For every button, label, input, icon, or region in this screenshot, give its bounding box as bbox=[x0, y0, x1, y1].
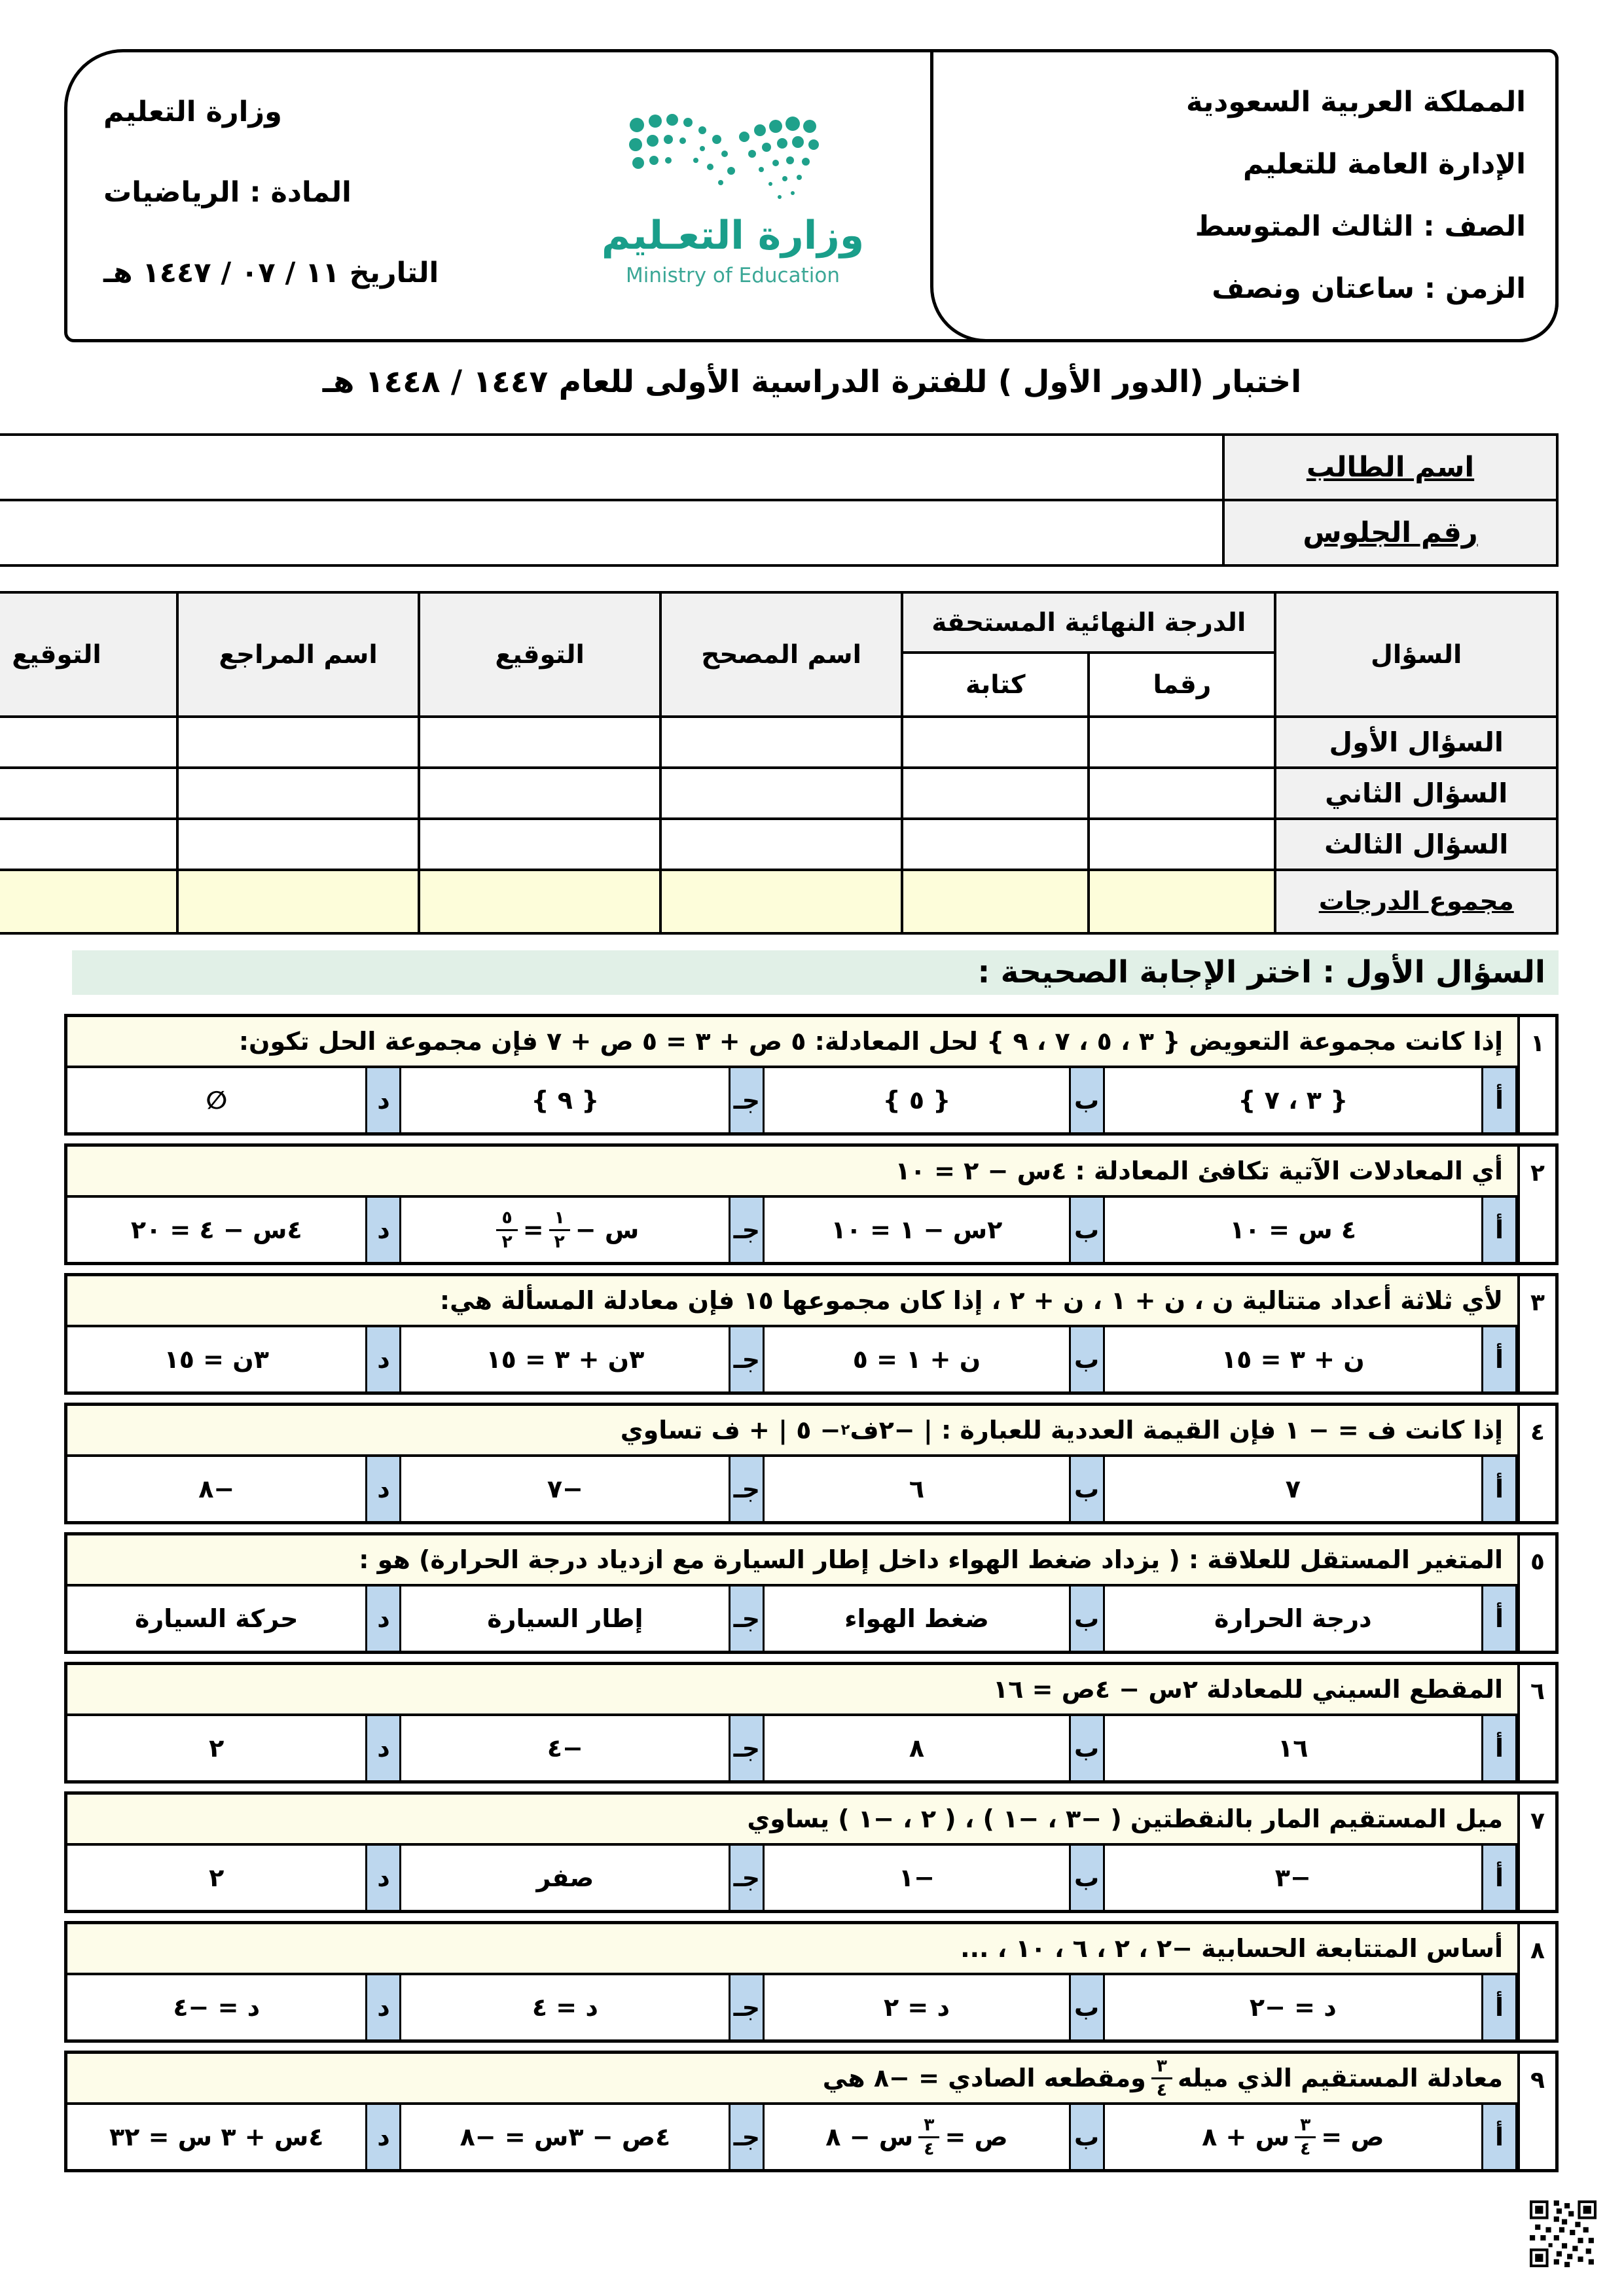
time-line: الزمن : ساعتان ونصف bbox=[1212, 272, 1526, 305]
question-main bbox=[67, 2054, 1517, 2169]
option-letter[interactable]: د bbox=[365, 1587, 401, 1651]
option-text[interactable]: { ٣ ، ٧ } bbox=[1238, 1086, 1348, 1115]
question-main bbox=[67, 1147, 1517, 1262]
option-letter[interactable]: جـ bbox=[729, 1198, 765, 1262]
grade-cell[interactable] bbox=[177, 768, 419, 819]
options-row bbox=[67, 1975, 1517, 2039]
option-letter[interactable]: جـ bbox=[729, 1327, 765, 1391]
option-text[interactable]: س − $\frac{١}{٢}$ = $\frac{٥}{٢}$ bbox=[401, 1198, 729, 1262]
grades-row-q1 bbox=[0, 717, 1557, 768]
grade-cell[interactable] bbox=[1089, 717, 1275, 768]
option-letter[interactable]: ب bbox=[1069, 1198, 1105, 1262]
moe-logo-wordmark: وزارة التعـليم bbox=[601, 213, 865, 259]
option-letter[interactable]: د bbox=[365, 1068, 401, 1132]
option-letter[interactable]: د bbox=[365, 1846, 401, 1910]
option-letter[interactable]: ب bbox=[1069, 1457, 1105, 1521]
option-text[interactable]: ١٦ bbox=[1278, 1734, 1308, 1763]
row-label-total: مجموع الدرجات bbox=[1275, 870, 1557, 933]
option-text[interactable]: ٣ن = ١٥ bbox=[164, 1345, 269, 1374]
option-text[interactable]: ٣ن + ٣ = ١٥ bbox=[486, 1345, 645, 1374]
question-number: ٣ bbox=[1517, 1276, 1555, 1391]
option-letter[interactable]: جـ bbox=[729, 1846, 765, 1910]
options-row bbox=[67, 1198, 1517, 1262]
option-text[interactable]: ٢ bbox=[209, 1734, 225, 1763]
option-text[interactable]: د = −٢ bbox=[1249, 1993, 1337, 2022]
option-text[interactable]: ٤ص − ٣س = −٨ bbox=[460, 2123, 671, 2151]
grade-cell[interactable] bbox=[419, 768, 660, 819]
row-label-question-1: السؤال الأول bbox=[1275, 717, 1557, 768]
option-text[interactable]: −١ bbox=[898, 1863, 935, 1892]
grades-row-total bbox=[0, 870, 1557, 933]
grade-cell[interactable] bbox=[660, 870, 902, 933]
moe-logo-dots bbox=[625, 111, 841, 209]
date-line: التاريخ ١١ / ٠٧ / ١٤٤٧ هـ bbox=[103, 256, 439, 289]
grade-cell[interactable] bbox=[660, 768, 902, 819]
option-text[interactable]: درجة الحرارة bbox=[1214, 1604, 1372, 1633]
grade-cell[interactable] bbox=[0, 768, 177, 819]
question-main bbox=[67, 1535, 1517, 1651]
question-block bbox=[64, 1662, 1559, 1784]
option-text[interactable]: { ٥ } bbox=[882, 1086, 951, 1115]
option-text[interactable]: ٢س − ١ = ١٠ bbox=[831, 1215, 1003, 1244]
fraction: $\frac{٣}{٤}$ bbox=[1295, 2116, 1316, 2159]
seat-number-row bbox=[0, 500, 1557, 565]
option-letter[interactable]: أ bbox=[1481, 1587, 1517, 1651]
option-letter[interactable]: أ bbox=[1481, 1975, 1517, 2039]
moe-logo-subtitle: Ministry of Education bbox=[626, 264, 840, 287]
grade-cell[interactable] bbox=[1089, 819, 1275, 870]
fraction: $\frac{٣}{٤}$ bbox=[918, 2116, 939, 2159]
option-text[interactable]: −٧ bbox=[547, 1475, 583, 1503]
kingdom-line: المملكة العربية السعودية bbox=[1186, 85, 1526, 118]
option-letter[interactable]: ب bbox=[1069, 1327, 1105, 1391]
options-row bbox=[67, 1716, 1517, 1780]
grade-cell[interactable] bbox=[902, 717, 1089, 768]
col-header-signature-2: التوقيع bbox=[0, 592, 177, 717]
grades-row-q3 bbox=[0, 819, 1557, 870]
questions-list bbox=[64, 1014, 1559, 2180]
option-letter[interactable]: جـ bbox=[729, 1587, 765, 1651]
col-header-numeric: رقما bbox=[1089, 653, 1275, 717]
options-row bbox=[67, 1068, 1517, 1132]
question-number: ٥ bbox=[1517, 1535, 1555, 1651]
option-letter[interactable]: د bbox=[365, 1716, 401, 1780]
option-letter[interactable]: أ bbox=[1481, 1327, 1517, 1391]
option-letter[interactable]: ب bbox=[1069, 1975, 1105, 2039]
option-letter[interactable]: د bbox=[365, 2105, 401, 2169]
option-text[interactable]: صفر bbox=[536, 1863, 594, 1892]
grade-cell[interactable] bbox=[177, 717, 419, 768]
option-text[interactable]: ن + ١ = ٥ bbox=[852, 1345, 981, 1374]
options-row bbox=[67, 1327, 1517, 1391]
option-text[interactable]: −٤ bbox=[547, 1734, 583, 1763]
option-text[interactable]: ٢ bbox=[209, 1863, 225, 1892]
option-letter[interactable]: ب bbox=[1069, 2105, 1105, 2169]
row-label-question-3: السؤال الثالث bbox=[1275, 819, 1557, 870]
option-letter[interactable]: ب bbox=[1069, 1068, 1105, 1132]
col-header-written: كتابة bbox=[902, 653, 1089, 717]
option-letter[interactable]: أ bbox=[1481, 1068, 1517, 1132]
grade-cell[interactable] bbox=[0, 870, 177, 933]
option-text[interactable]: ٨ bbox=[909, 1734, 925, 1763]
option-letter[interactable]: ب bbox=[1069, 1846, 1105, 1910]
option-letter[interactable]: جـ bbox=[729, 1716, 765, 1780]
question-text: إذا كانت ف = − ١ فإن القيمة العددية للعبارة : | −٢ف ٢ − ٥ | + ف تساوي bbox=[67, 1406, 1517, 1457]
question-block bbox=[64, 2051, 1559, 2172]
options-row bbox=[67, 1587, 1517, 1651]
header-box bbox=[64, 49, 1559, 342]
option-text[interactable]: ∅ bbox=[206, 1086, 227, 1115]
seat-number-label: رقم الجلوس bbox=[1223, 500, 1557, 565]
question-main bbox=[67, 1795, 1517, 1910]
col-header-question: السؤال bbox=[1275, 592, 1557, 717]
question-text: المقطع السيني للمعادلة ٢س − ٤ص = ١٦ bbox=[67, 1665, 1517, 1716]
option-text[interactable]: ٤س + ٣ س = ٣٢ bbox=[109, 2123, 324, 2151]
question-block bbox=[64, 1791, 1559, 1913]
grade-cell[interactable] bbox=[419, 819, 660, 870]
grade-cell[interactable] bbox=[177, 819, 419, 870]
option-text[interactable]: ٦ bbox=[909, 1475, 925, 1503]
student-name-label: اسم الطالب bbox=[1223, 435, 1557, 500]
question-block bbox=[64, 1403, 1559, 1524]
question-number: ٩ bbox=[1517, 2054, 1555, 2169]
grade-cell[interactable] bbox=[177, 870, 419, 933]
question-block bbox=[64, 1014, 1559, 1136]
option-text[interactable]: −٣ bbox=[1274, 1863, 1311, 1892]
option-text[interactable]: ص = $\frac{٣}{٤}$ س − ٨ bbox=[825, 2114, 1008, 2159]
question-number: ٢ bbox=[1517, 1147, 1555, 1262]
question-text: إذا كانت مجموعة التعويض { ٣ ، ٥ ، ٧ ، ٩ } لحل المعادلة: ٥ ص + ٣ = ٥ ص + ٧ فإن مجموعة الحل تكون: bbox=[67, 1017, 1517, 1068]
question-main bbox=[67, 1017, 1517, 1132]
grade-cell[interactable] bbox=[660, 717, 902, 768]
col-header-signature-1: التوقيع bbox=[419, 592, 660, 717]
student-name-row bbox=[0, 435, 1557, 500]
header-right-column bbox=[930, 49, 1559, 342]
grade-cell[interactable] bbox=[902, 768, 1089, 819]
option-letter[interactable]: ب bbox=[1069, 1716, 1105, 1780]
question-main bbox=[67, 1665, 1517, 1780]
section-header: السؤال الأول : اختر الإجابة الصحيحة : bbox=[72, 950, 1559, 995]
option-text[interactable]: إطار السيارة bbox=[487, 1604, 643, 1633]
options-row bbox=[67, 2105, 1517, 2169]
options-row bbox=[67, 1457, 1517, 1521]
grade-cell[interactable] bbox=[419, 870, 660, 933]
question-main bbox=[67, 1276, 1517, 1391]
question-text: لأي ثلاثة أعداد متتالية ن ، ن + ١ ، ن + ٢ ، إذا كان مجموعها ١٥ فإن معادلة المسألة هي: bbox=[67, 1276, 1517, 1327]
student-info-table bbox=[0, 433, 1559, 567]
question-number: ٤ bbox=[1517, 1406, 1555, 1521]
option-letter[interactable]: أ bbox=[1481, 1846, 1517, 1910]
question-main bbox=[67, 1924, 1517, 2039]
question-text: أي المعادلات الآتية تكافئ المعادلة : ٤س − ٢ = ١٠ bbox=[67, 1147, 1517, 1198]
col-header-corrector: اسم المصحح bbox=[660, 592, 902, 717]
option-letter[interactable]: جـ bbox=[729, 1068, 765, 1132]
option-text[interactable]: ضغط الهواء bbox=[844, 1604, 989, 1633]
option-letter[interactable]: ب bbox=[1069, 1587, 1105, 1651]
student-name-field[interactable] bbox=[0, 435, 1223, 500]
grades-table bbox=[0, 591, 1559, 935]
question-number: ٦ bbox=[1517, 1665, 1555, 1780]
option-letter[interactable]: أ bbox=[1481, 1457, 1517, 1521]
grade-cell[interactable] bbox=[902, 819, 1089, 870]
question-text: ميل المستقيم المار بالنقطتين ( −٣ ، −١ ) ، ( ٢ ، −١ ) يساوي bbox=[67, 1795, 1517, 1846]
fraction: $\frac{٣}{٤}$ bbox=[1151, 2057, 1172, 2100]
seat-number-field[interactable] bbox=[0, 500, 1223, 565]
option-text[interactable]: د = ٢ bbox=[883, 1993, 950, 2022]
question-text: أساس المتتابعة الحسابية −٢ ، ٢ ، ٦ ، ١٠ ، ... bbox=[67, 1924, 1517, 1975]
header-left-column bbox=[67, 52, 535, 339]
option-text[interactable]: د = ٤ bbox=[532, 1993, 598, 2022]
question-number: ٧ bbox=[1517, 1795, 1555, 1910]
question-text: معادلة المستقيم الذي ميله $\frac{٣}{٤}$ ومقطعه الصادي = −٨ هي bbox=[67, 2054, 1517, 2105]
question-number: ١ bbox=[1517, 1017, 1555, 1132]
grade-cell[interactable] bbox=[1089, 768, 1275, 819]
col-header-reviewer: اسم المراجع bbox=[177, 592, 419, 717]
ministry-name-line: وزارة التعليم bbox=[103, 96, 282, 129]
fraction: $\frac{١}{٢}$ bbox=[549, 1209, 570, 1251]
option-text[interactable]: −٨ bbox=[198, 1475, 235, 1503]
options-row bbox=[67, 1846, 1517, 1910]
option-letter[interactable]: د bbox=[365, 1327, 401, 1391]
option-text[interactable]: ٤س − ٤ = ٢٠ bbox=[130, 1215, 302, 1244]
option-letter[interactable]: أ bbox=[1481, 1716, 1517, 1780]
question-block bbox=[64, 1143, 1559, 1265]
grades-row-q2 bbox=[0, 768, 1557, 819]
question-main bbox=[67, 1406, 1517, 1521]
option-text[interactable]: ٤ س = ١٠ bbox=[1229, 1215, 1357, 1244]
qr-code bbox=[1530, 2200, 1597, 2267]
option-text[interactable]: ص = $\frac{٣}{٤}$ س + ٨ bbox=[1202, 2114, 1384, 2159]
question-number: ٨ bbox=[1517, 1924, 1555, 2039]
grade-cell[interactable] bbox=[660, 819, 902, 870]
grade-cell[interactable] bbox=[0, 717, 177, 768]
grade-cell[interactable] bbox=[0, 819, 177, 870]
option-text[interactable]: د = −٤ bbox=[173, 1993, 261, 2022]
question-block bbox=[64, 1921, 1559, 2043]
question-block bbox=[64, 1273, 1559, 1395]
option-text[interactable]: حركة السيارة bbox=[135, 1604, 298, 1633]
col-header-final-grade: الدرجة النهائية المستحقة bbox=[902, 592, 1275, 653]
option-letter[interactable]: جـ bbox=[729, 1457, 765, 1521]
question-text: المتغير المستقل للعلاقة : ( يزداد ضغط الهواء داخل إطار السيارة مع ازدياد درجة الحرارة) هو : bbox=[67, 1535, 1517, 1587]
subject-line: المادة : الرياضيات bbox=[103, 175, 352, 209]
option-letter[interactable]: أ bbox=[1481, 2105, 1517, 2169]
question-block bbox=[64, 1532, 1559, 1654]
grade-cell[interactable] bbox=[1089, 870, 1275, 933]
exam-title: اختبار (الدور الأول ) للفترة الدراسية الأولى للعام ١٤٤٧ / ١٤٤٨ هـ bbox=[322, 364, 1302, 400]
grade-cell[interactable] bbox=[902, 870, 1089, 933]
option-letter[interactable]: د bbox=[365, 1198, 401, 1262]
administration-line: الإدارة العامة للتعليم bbox=[1243, 147, 1526, 181]
row-label-question-2: السؤال الثاني bbox=[1275, 768, 1557, 819]
moe-logo bbox=[535, 52, 930, 339]
option-letter[interactable]: د bbox=[365, 1457, 401, 1521]
option-letter[interactable]: جـ bbox=[729, 2105, 765, 2169]
option-letter[interactable]: د bbox=[365, 1975, 401, 2039]
option-letter[interactable]: أ bbox=[1481, 1198, 1517, 1262]
option-text[interactable]: ن + ٣ = ١٥ bbox=[1221, 1345, 1365, 1374]
grade-cell[interactable] bbox=[419, 717, 660, 768]
option-text[interactable]: { ٩ } bbox=[531, 1086, 600, 1115]
option-text[interactable]: ٧ bbox=[1285, 1475, 1301, 1503]
option-letter[interactable]: جـ bbox=[729, 1975, 765, 2039]
grade-line: الصف : الثالث المتوسط bbox=[1195, 209, 1526, 243]
fraction: $\frac{٥}{٢}$ bbox=[496, 1209, 517, 1251]
